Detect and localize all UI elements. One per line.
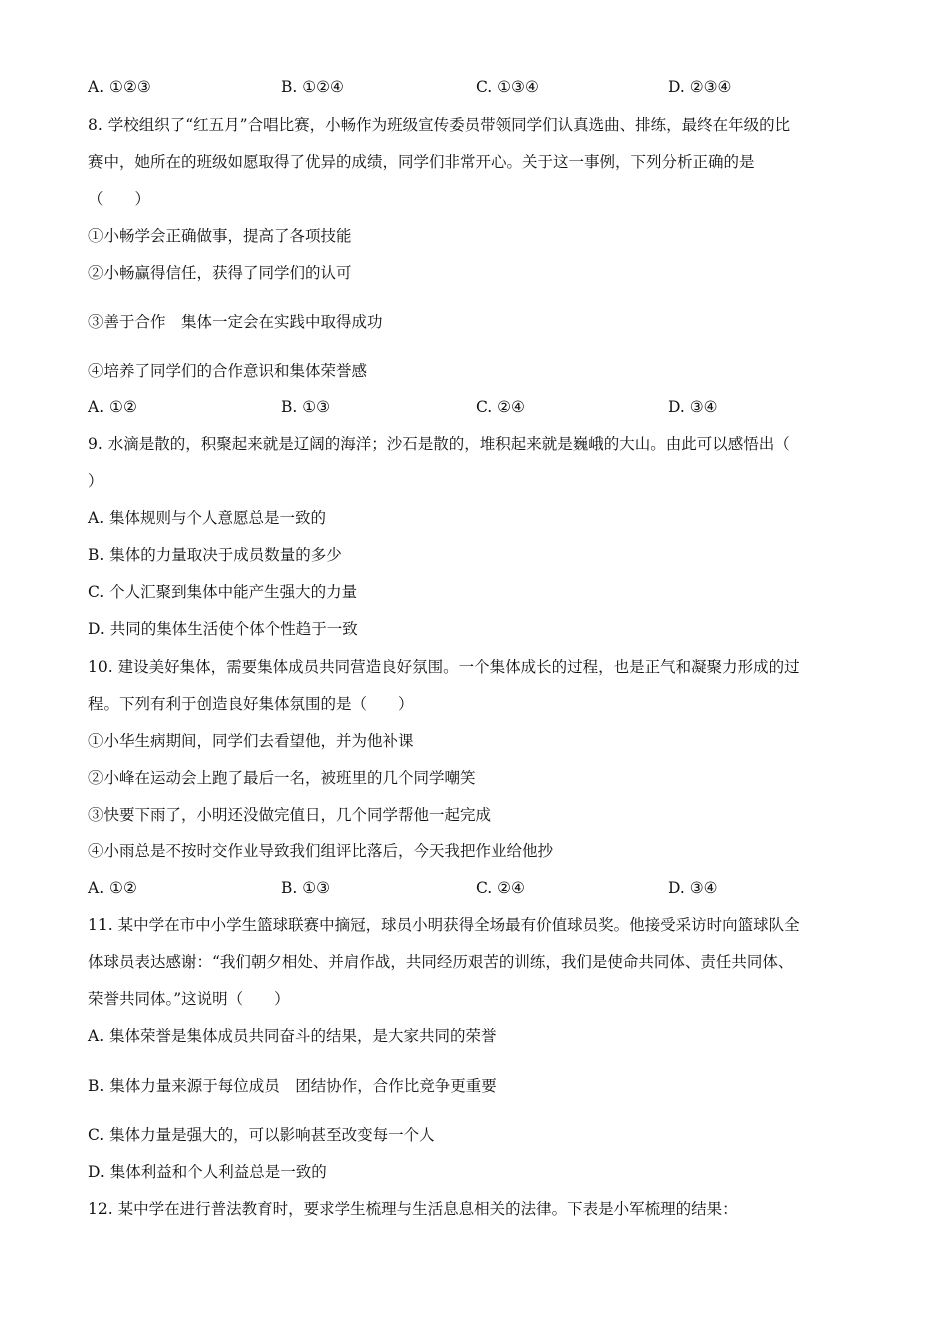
q7-option-a: A. ①②③ (88, 78, 151, 96)
q10-statement: ④小雨总是不按时交作业导致我们组评比落后，今天我把作业给他抄 (88, 842, 554, 860)
q10-option-d: D. ③④ (668, 879, 718, 897)
q9-stem-line: 9. 水滴是散的，积聚起来就是辽阔的海洋；沙石是散的，堆积起来就是巍峨的大山。由此可以感悟出（ (88, 435, 790, 453)
q10-statement: ②小峰在运动会上跑了最后一名，被班里的几个同学嘲笑 (88, 769, 476, 787)
q8-statement: ③善于合作 集体一定会在实践中取得成功 (88, 313, 383, 331)
q7-option-b: B. ①②④ (281, 78, 344, 96)
q8-statement: ④培养了同学们的合作意识和集体荣誉感 (88, 362, 368, 380)
q10-option-a: A. ①② (88, 879, 137, 897)
q11-stem-line: 11. 某中学在市中小学生篮球联赛中摘冠，球员小明获得全场最有价值球员奖。他接受采访时向篮球队全 (88, 916, 800, 934)
q10-stem-line: 10. 建设美好集体，需要集体成员共同营造良好氛围。一个集体成长的过程，也是正气和凝聚力形成的过 (88, 658, 800, 676)
q8-option-a: A. ①② (88, 398, 137, 416)
q8-option-d: D. ③④ (668, 398, 718, 416)
q11-stem-line: 荣誉共同体。”这说明（ ） (88, 990, 290, 1008)
q11-stem-line: 体球员表达感谢：“我们朝夕相处、并肩作战，共同经历艰苦的训练，我们是使命共同体、责任共同体、 (88, 953, 794, 971)
q10-stem-line: 程。下列有利于创造良好集体氛围的是（ ） (88, 695, 414, 713)
q9-option-d: D. 共同的集体生活使个体个性趋于一致 (88, 620, 358, 638)
q9-option-b: B. 集体的力量取决于成员数量的多少 (88, 546, 342, 564)
q11-option-c: C. 集体力量是强大的，可以影响甚至改变每一个人 (88, 1126, 435, 1144)
q10-statement: ①小华生病期间，同学们去看望他，并为他补课 (88, 732, 414, 750)
q11-option-b: B. 集体力量来源于每位成员 团结协作，合作比竞争更重要 (88, 1077, 497, 1095)
q9-stem-line: ） (88, 472, 104, 490)
q12-stem-line: 12. 某中学在进行普法教育时，要求学生梳理与生活息息相关的法律。下表是小军梳理的结果： (88, 1200, 738, 1218)
q9-option-c: C. 个人汇聚到集体中能产生强大的力量 (88, 583, 358, 601)
q8-stem-line: （ ） (88, 190, 151, 208)
q7-option-c: C. ①③④ (476, 78, 539, 96)
q9-option-a: A. 集体规则与个人意愿总是一致的 (88, 509, 327, 527)
q10-statement: ③快要下雨了，小明还没做完值日，几个同学帮他一起完成 (88, 806, 492, 824)
q8-stem-line: 赛中，她所在的班级如愿取得了优异的成绩，同学们非常开心。关于这一事例，下列分析正确的是 (88, 153, 755, 171)
q10-option-c: C. ②④ (476, 879, 525, 897)
q8-statement: ①小畅学会正确做事，提高了各项技能 (88, 227, 352, 245)
q8-option-b: B. ①③ (281, 398, 331, 416)
q11-option-a: A. 集体荣誉是集体成员共同奋斗的结果，是大家共同的荣誉 (88, 1027, 497, 1045)
q8-stem-line: 8. 学校组织了“红五月”合唱比赛，小畅作为班级宣传委员带领同学们认真选曲、排练，最终在年级的比 (88, 116, 791, 134)
q10-option-b: B. ①③ (281, 879, 331, 897)
q7-option-d: D. ②③④ (668, 78, 732, 96)
q8-option-c: C. ②④ (476, 398, 525, 416)
q11-option-d: D. 集体利益和个人利益总是一致的 (88, 1163, 327, 1181)
q8-statement: ②小畅赢得信任，获得了同学们的认可 (88, 264, 352, 282)
